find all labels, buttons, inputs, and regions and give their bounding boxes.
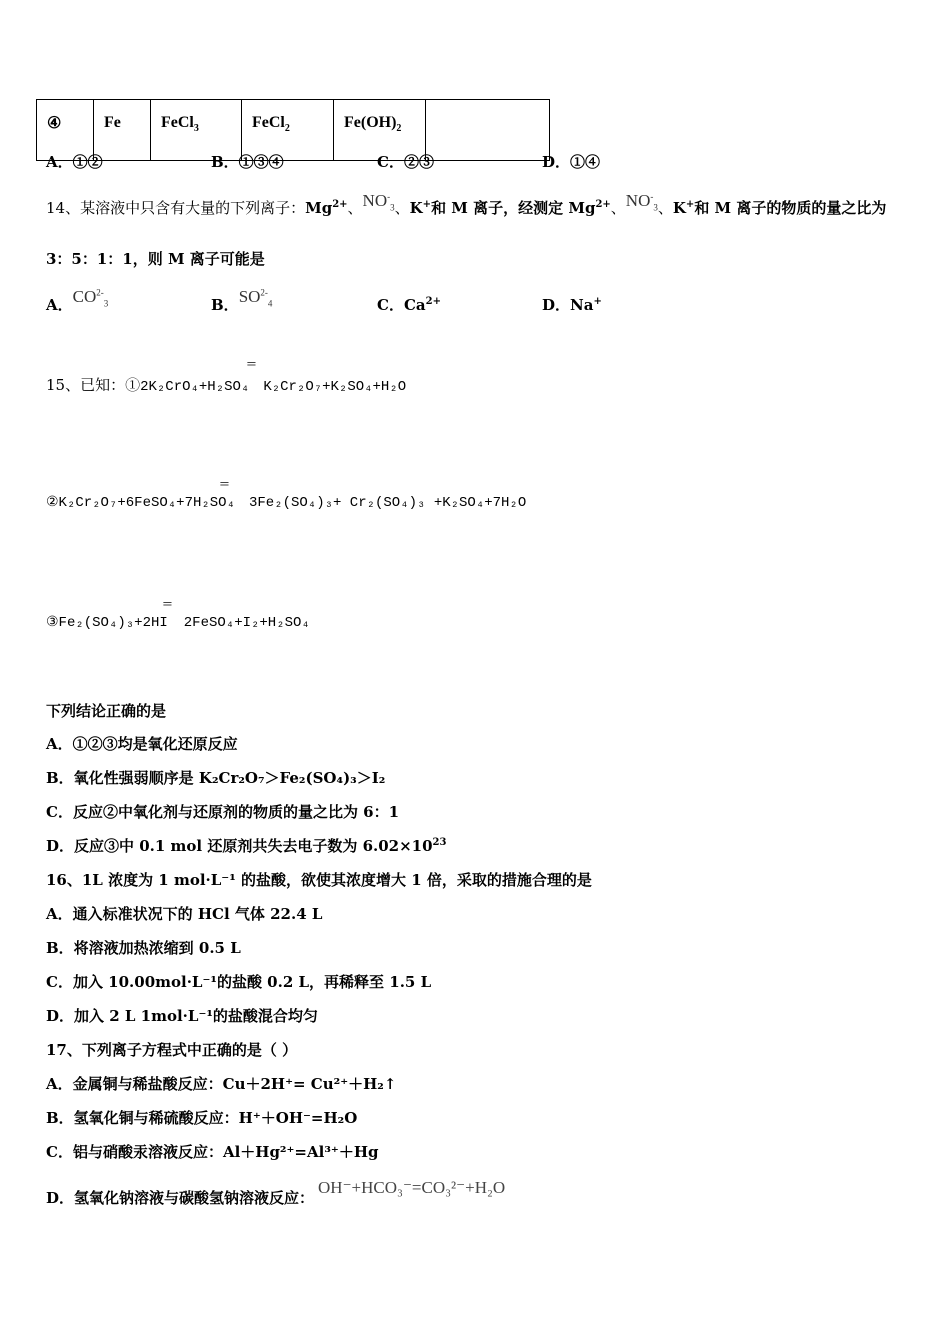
- q14-end: 和 M 离子的物质的量之比为: [694, 199, 887, 217]
- co3-ion: [73, 287, 109, 307]
- eq3-right: 2FeSO₄+I₂+H₂SO₄: [183, 615, 310, 631]
- q15-equation-1: [46, 374, 406, 395]
- q17-stem: 17、下列离子方程式中正确的是（ ）: [46, 1041, 298, 1059]
- option-text: C．Ca: [377, 296, 426, 314]
- q16-option-b: B．将溶液加热浓缩到 0.5 L: [46, 939, 241, 957]
- ion-sub: 4: [267, 298, 273, 309]
- no3-sup: -: [387, 191, 391, 202]
- q15-equation-3: [46, 614, 310, 631]
- equals-sign: =: [219, 477, 230, 492]
- eq2-right: 3Fe₂(SO₄)₃+ Cr₂(SO₄)₃ +K₂SO₄+7H₂O: [248, 495, 527, 511]
- option-text: D．Na: [542, 296, 594, 314]
- cell-sub: 2: [396, 123, 402, 135]
- q15-question: 下列结论正确的是: [46, 702, 167, 720]
- q14-pre: 14、某溶液中只含有大量的下列离子：: [46, 199, 306, 217]
- ion-text: CO: [72, 287, 97, 306]
- option-sup: +: [593, 296, 602, 307]
- k-charge: +: [422, 199, 432, 210]
- eq2-left: ②K₂Cr₂O₇+6FeSO₄+7H₂SO₄: [46, 495, 235, 511]
- q14-option-a: [46, 287, 109, 316]
- q16-option-d: D．加入 2 L 1mol·L⁻¹的盐酸混合均匀: [46, 1007, 318, 1025]
- option-label: B．: [211, 296, 239, 314]
- no3-text: NO: [362, 191, 388, 210]
- q15-equation-2: [46, 494, 526, 511]
- mg-charge: 2+: [332, 199, 348, 210]
- mg-ion: Mg: [568, 199, 596, 217]
- q14-option-c: [377, 294, 441, 315]
- k-ion: K: [409, 199, 423, 217]
- no3-sub: 3: [390, 202, 395, 213]
- eq1-right: K₂Cr₂O₇+K₂SO₄+H₂O: [263, 379, 407, 395]
- q14-option-d: [542, 294, 602, 315]
- q15-option-c: C．反应②中氧化剂与还原剂的物质的量之比为 6：1: [46, 803, 400, 821]
- q16-stem: 16、1L 浓度为 1 mol·L⁻¹ 的盐酸，欲使其浓度增大 1 倍，采取的措施合理的是: [46, 871, 592, 889]
- q17-option-b: B．氢氧化铜与稀硫酸反应：H⁺＋OH⁻=H₂O: [46, 1109, 358, 1127]
- q15-option-a: A．①②③均是氧化还原反应: [46, 735, 238, 753]
- q14-stem-line1: [46, 191, 887, 219]
- no3-text: NO: [625, 191, 651, 210]
- sep: 、: [610, 199, 626, 217]
- mg-charge: 2+: [595, 199, 611, 210]
- q13-option-a: A．①②: [46, 153, 103, 171]
- q13-option-b: B．①③④: [211, 153, 284, 171]
- no3-sup: -: [650, 191, 654, 202]
- eq3-left: ③Fe₂(SO₄)₃+2HI: [46, 615, 168, 631]
- q17-option-d: [46, 1178, 506, 1208]
- k-charge: +: [685, 199, 695, 210]
- q14-option-b: [211, 287, 273, 316]
- q15-option-d: [46, 835, 446, 856]
- no3-ion: [626, 191, 658, 211]
- cell-sub: 3: [193, 123, 199, 135]
- reaction-table: [36, 99, 550, 161]
- cell-sub: 2: [284, 123, 290, 135]
- table-cell-num: ④: [37, 100, 94, 161]
- option-sup: 23: [432, 837, 447, 848]
- cell-text: Fe(OH): [344, 114, 397, 131]
- sep: 、: [657, 199, 673, 217]
- q13-option-d: D．①④: [542, 153, 601, 171]
- no3-ion: [363, 191, 395, 211]
- ion-text: SO: [238, 287, 261, 306]
- cell-text: FeCl: [252, 114, 285, 131]
- cell-text: FeCl: [161, 114, 194, 131]
- q17-option-c: C．铝与硝酸汞溶液反应：Al＋Hg²⁺=Al³⁺＋Hg: [46, 1143, 379, 1161]
- sep: 、: [347, 199, 363, 217]
- equals-sign: =: [246, 357, 257, 372]
- q15-option-b: B．氧化性强弱顺序是 K₂Cr₂O₇＞Fe₂(SO₄)₃＞I₂: [46, 769, 386, 787]
- q17-option-a: A．金属铜与稀盐酸反应：Cu＋2H⁺= Cu²⁺＋H₂↑: [46, 1075, 397, 1093]
- no3-sub: 3: [653, 202, 658, 213]
- equals-sign: =: [162, 597, 173, 612]
- q13-option-c: C．②③: [377, 153, 434, 171]
- table-cell-1: Fe: [94, 100, 151, 161]
- q14-mid: 和 M 离子，经测定: [431, 199, 569, 217]
- q16-option-c: C．加入 10.00mol·L⁻¹的盐酸 0.2 L，再稀释至 1.5 L: [46, 973, 432, 991]
- q15-intro: 15、已知：①: [46, 376, 141, 394]
- q17-d-equation: OH⁻+HCO₃⁻=CO₃²⁻+H₂O: [318, 1178, 506, 1197]
- option-sup: 2+: [425, 296, 441, 307]
- so4-ion: [239, 287, 273, 307]
- sep: 、: [394, 199, 410, 217]
- k-ion: K: [672, 199, 686, 217]
- option-text: D．氢氧化钠溶液与碳酸氢钠溶液反应：: [46, 1189, 315, 1207]
- mg-ion: Mg: [305, 199, 333, 217]
- table-row: [37, 100, 550, 161]
- table-cell-5: [426, 100, 550, 161]
- option-text: D．反应③中 0.1 mol 还原剂共失去电子数为 6.02×10: [46, 837, 433, 855]
- ion-sup: 2-: [96, 287, 104, 298]
- option-label: A．: [46, 296, 73, 314]
- ion-sub: 3: [103, 298, 109, 309]
- eq1-left: 2K₂CrO₄+H₂SO₄: [140, 379, 250, 395]
- q16-option-a: A．通入标准状况下的 HCl 气体 22.4 L: [46, 905, 323, 923]
- ion-sup: 2-: [260, 287, 268, 298]
- q14-stem-line2: 3：5：1：1，则 M 离子可能是: [46, 250, 265, 268]
